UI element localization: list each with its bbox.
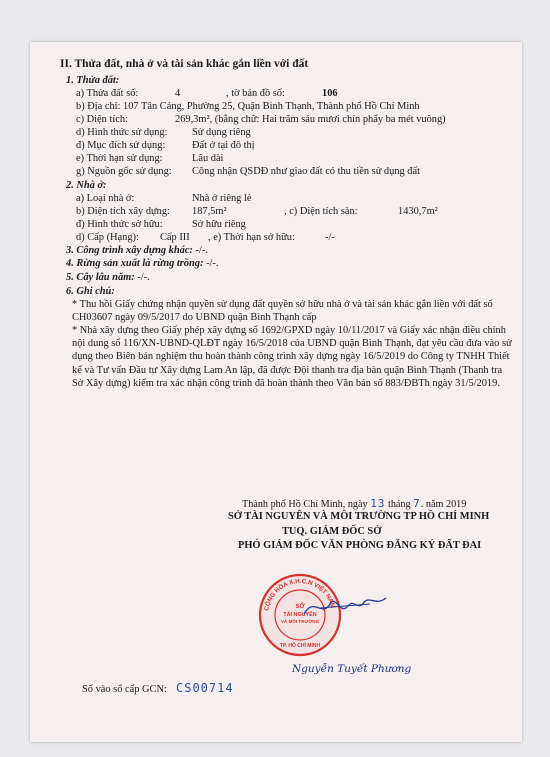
planted-forest — [66, 257, 218, 270]
perennial-trees-label: 5. Cây lâu năm: — [66, 272, 135, 283]
land-term-label: e) Thời hạn sử dụng: — [76, 153, 163, 164]
land-usage-form-label: d) Hình thức sử dụng: — [76, 127, 168, 138]
other-construction-value: -/-. — [195, 245, 208, 256]
date-year: . năm 2019 — [420, 499, 467, 510]
land-origin-value: Công nhận QSDĐ như giao đất có thu tiền sử dụng đất — [192, 166, 421, 177]
house-ownership-label: đ) Hình thức sở hữu: — [76, 219, 163, 230]
house-type-label: a) Loại nhà ở: — [76, 193, 135, 204]
land-usage-form-value: Sử dụng riêng — [192, 127, 251, 138]
land-parcel-value: 4 — [175, 88, 181, 99]
date-prefix: Thành phố Hồ Chí Minh, ngày — [242, 499, 368, 510]
house-build-area-label: b) Diện tích xây dựng: — [76, 206, 170, 217]
seal-bottom: TP. HỒ CHÍ MINH — [279, 643, 321, 649]
land-term-value: Lâu dài — [192, 153, 224, 164]
land-area-label: c) Diện tích: — [76, 114, 128, 125]
land-purpose-value: Đất ở tại đô thị — [192, 140, 255, 151]
date-month: 7 — [413, 497, 421, 510]
house-grade-label: d) Cấp (Hạng): — [76, 232, 139, 243]
other-construction-label: 3. Công trình xây dựng khác: — [66, 245, 193, 256]
seal-ring-text: CỘNG HÒA X.H.C.N VIỆT NAM — [263, 577, 337, 612]
seal-center-1: SỞ — [295, 604, 305, 610]
house-term-label: , e) Thời hạn sở hữu: — [208, 232, 295, 243]
house-term-value: -/- — [325, 232, 335, 243]
land-map-label: , tờ bản đồ số: — [226, 88, 285, 99]
house-floor-area-value: 1430,7m² — [398, 206, 438, 217]
seal-center-2: TÀI NGUYÊN — [283, 612, 317, 618]
date-day: 13 — [370, 497, 386, 510]
note-construction-permit: * Nhà xây dựng theo Giấy phép xây dựng số 1692/GPXD ngày 10/11/2017 và Giấy xác nhận điều chỉnh nội dung số 116/XN-UBND-QLĐT ngày 16/5/2018 của UBND quận Bình Thạnh, đạt yêu cầu đưa vào sử dụng theo Biên bản nghiệm thu hoàn thành công trình xây dựng ngày 16/5/2019 do Công ty TNHH Thiết kế và Tư vấn Đầu tư Xây dựng Lam An lập, đã được Đội thanh tra địa bàn quận Bình Thạnh (Thanh tra Sở Xây dựng) kiểm tra xác nhận công trình đã hoàn thành theo Văn bản số 883/ĐBTh ngày 31/5/2019. — [72, 325, 512, 389]
perennial-trees-value: -/-. — [137, 272, 150, 283]
land-origin-label: g) Nguồn gốc sử dụng: — [76, 166, 172, 177]
house-ownership-value: Sở hữu riêng — [192, 219, 246, 230]
land-heading: 1. Thửa đất: — [66, 75, 120, 86]
house-heading: 2. Nhà ở: — [66, 180, 107, 191]
land-address: b) Địa chỉ: 107 Tân Cảng, Phường 25, Quận Bình Thạnh, Thành phố Hồ Chí Minh — [76, 101, 420, 112]
house-floor-area-label: , c) Diện tích sàn: — [284, 206, 358, 217]
land-parcel-label: a) Thửa đất số: — [76, 88, 139, 99]
perennial-trees — [66, 271, 150, 284]
land-map-value: 106 — [322, 88, 338, 99]
notes-heading: 6. Ghi chú: — [66, 286, 115, 297]
land-area-value: 269,3m², (bằng chữ: Hai trăm sáu mươi chín phẩy ba mét vuông) — [175, 114, 446, 125]
signature-scribble-icon — [300, 592, 390, 622]
date-month-label: tháng — [387, 499, 411, 510]
house-build-area-value: 187,5m² — [192, 206, 227, 217]
signer-name: Nguyễn Tuyết Phương — [292, 663, 412, 675]
sign-role: PHÓ GIÁM ĐỐC VĂN PHÒNG ĐĂNG KÝ ĐẤT ĐAI — [238, 540, 482, 551]
planted-forest-label: 4. Rừng sản xuất là rừng trồng: — [66, 258, 204, 269]
sign-tuq: TUQ. GIÁM ĐỐC SỞ — [282, 526, 382, 537]
house-grade-value: Cấp III — [160, 232, 190, 243]
registry-value: CS00714 — [176, 681, 234, 695]
planted-forest-value: -/-. — [206, 258, 219, 269]
registry-label: Số vào sổ cấp GCN: — [82, 684, 167, 695]
sign-org: SỞ TÀI NGUYÊN VÀ MÔI TRƯỜNG TP HỒ CHÍ MINH — [228, 511, 490, 522]
note-revocation: * Thu hồi Giấy chứng nhận quyền sử dụng đất quyền sở hữu nhà ở và tài sản khác gắn liền với đất số CH03607 ngày 09/5/2017 do UBND quận Bình Thạnh cấp — [72, 299, 493, 324]
section-title: II. Thửa đất, nhà ở và tài sản khác gắn liền với đất — [60, 58, 309, 70]
seal-center-3: VÀ MÔI TRƯỜNG — [280, 619, 320, 624]
sign-date — [242, 497, 466, 510]
land-purpose-label: đ) Mục đích sử dụng: — [76, 140, 166, 151]
house-type-value: Nhà ở riêng lẻ — [192, 193, 252, 204]
other-construction — [66, 244, 208, 257]
